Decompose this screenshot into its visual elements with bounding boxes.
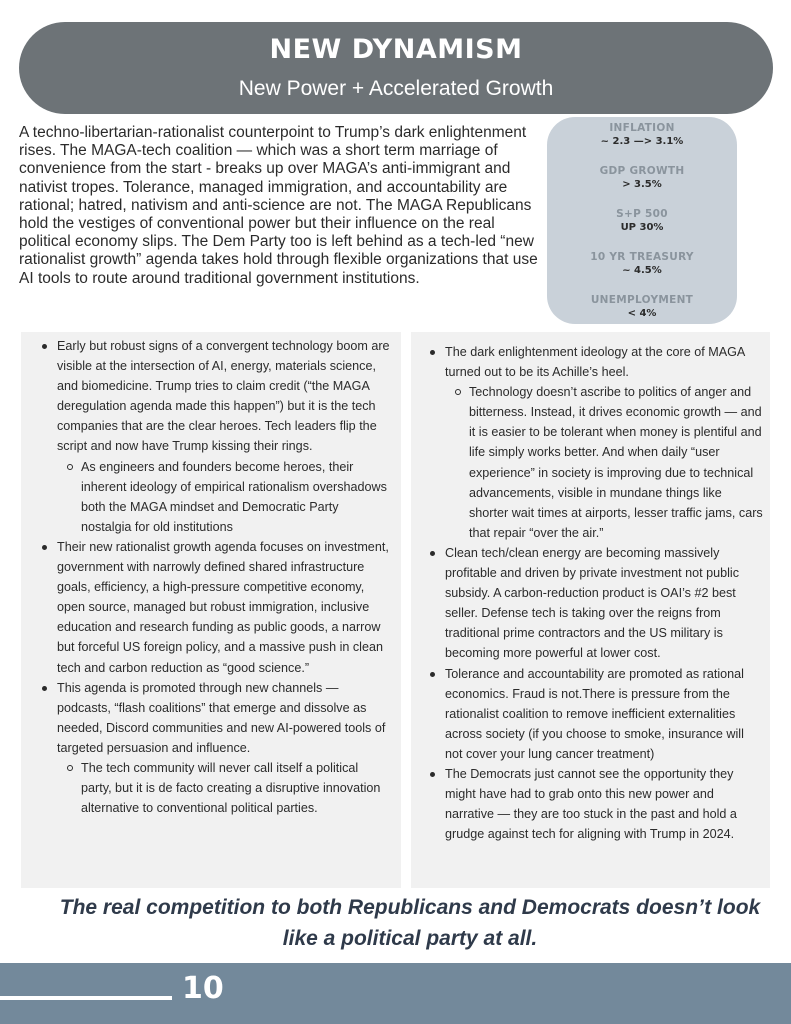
bullet-item: This agenda is promoted through new channels — podcasts, “flash coalitions” that emerge and dissolve as needed, Discord communities and new AI-powered tools of targeted persuasion and influence. xyxy=(31,678,391,758)
metrics-panel xyxy=(547,117,737,324)
metric-label: INFLATION xyxy=(609,122,675,134)
metric-sp500 xyxy=(547,207,737,250)
metric-unemployment xyxy=(547,293,737,336)
sub-bullet-item: The tech community will never call itself a political party, but it is de facto creating a disruptive innovation alternative to conventional political parties. xyxy=(31,758,391,818)
metric-value: < 4% xyxy=(627,308,657,319)
metric-inflation xyxy=(547,121,737,164)
bullet-item: Early but robust signs of a convergent technology boom are visible at the intersection of AI, energy, materials science, and biomedicine. Trump tries to claim credit (“the MAGA deregulation agenda made this happen”) but it is the tech companies that are the clear heroes. Tech leaders flip the script and now have Trump kissing their rings. xyxy=(31,336,391,457)
footer-rule xyxy=(0,996,172,1000)
metric-label: S+P 500 xyxy=(616,208,668,220)
bullet-item: The dark enlightenment ideology at the core of MAGA turned out to be its Achille’s heel. xyxy=(419,342,764,382)
sub-bullet-item: As engineers and founders become heroes, their inherent ideology of empirical rationalism overshadows both the MAGA mindset and Democratic Party nostalgia for old institutions xyxy=(31,457,391,537)
sub-bullet-item: Technology doesn’t ascribe to politics of anger and bitterness. Instead, it drives economic growth — and it is easier to be tolerant when money is plentiful and life simply works better. And when daily “user experience” in society is improving due to technical advancements, visible in mundane things like shorter wait times at airports, lesser traffic jams, cars that repair “over the air.” xyxy=(419,382,764,543)
footer-bar xyxy=(0,963,791,1024)
left-column xyxy=(21,332,401,888)
bullet-item: Clean tech/clean energy are becoming massively profitable and driven by private investment not public subsidy. A carbon-reduction product is OAI’s #2 best seller. Defense tech is taking over the reigns from traditional prime contractors and the US military is becoming more powerful at lower cost. xyxy=(419,543,764,664)
bullet-item: The Democrats just cannot see the opportunity they might have had to grab onto this new power and narrative — they are too stuck in the past and hold a grudge against tech for aligning with Trump in 2024. xyxy=(419,764,764,844)
page-number: 10 xyxy=(182,971,224,1006)
bullet-item: Their new rationalist growth agenda focuses on investment, government with narrowly defined shared infrastructure goals, efficiency, a high-pressure competitive economy, open source, managed but robust immigration, inclusive education and research funding as public goods, a narrow but forceful US foreign policy, and a massive push in clean tech and carbon reduction as “good science.” xyxy=(31,537,391,678)
metric-label: GDP GROWTH xyxy=(599,165,685,177)
page-subtitle: New Power + Accelerated Growth xyxy=(238,77,554,100)
title-banner xyxy=(19,22,773,114)
metric-gdp-growth xyxy=(547,164,737,207)
right-column xyxy=(411,332,770,888)
metric-value: > 3.5% xyxy=(622,179,662,190)
metric-label: UNEMPLOYMENT xyxy=(590,294,694,306)
metric-value: ~ 2.3 —> 3.1% xyxy=(600,136,684,147)
pull-quote: The real competition to both Republicans and Democrats doesn’t look like a political party at all. xyxy=(59,896,761,950)
page-title: NEW DYNAMISM xyxy=(269,34,523,65)
metric-value: UP 30% xyxy=(620,222,664,233)
metric-10yr-treasury xyxy=(547,250,737,293)
bullet-item: Tolerance and accountability are promoted as rational economics. Fraud is not.There is pressure from the rationalist coalition to remove inefficient externalities across society (if you choose to smoke, insurance will not cover your lung cancer treatment) xyxy=(419,664,764,764)
intro-paragraph: A techno-libertarian-rationalist counterpoint to Trump’s dark enlightenment rises. The MAGA-tech coalition — which was a short term marriage of convenience from the start - breaks up over MAGA’s anti-immigrant and nativist tropes. Tolerance, managed immigration, and accountability are rational; hatred, nativism and anti-science are not. The MAGA Republicans hold the vestiges of conventional power but their influence on the real political economy slips. The Dem Party too is left behind as a tech-led “new rationalist growth” agenda takes hold through flexible organizations that use AI tools to route around traditional government institutions. xyxy=(19,124,538,287)
metric-value: ~ 4.5% xyxy=(622,265,662,276)
metric-label: 10 YR TREASURY xyxy=(590,251,694,263)
